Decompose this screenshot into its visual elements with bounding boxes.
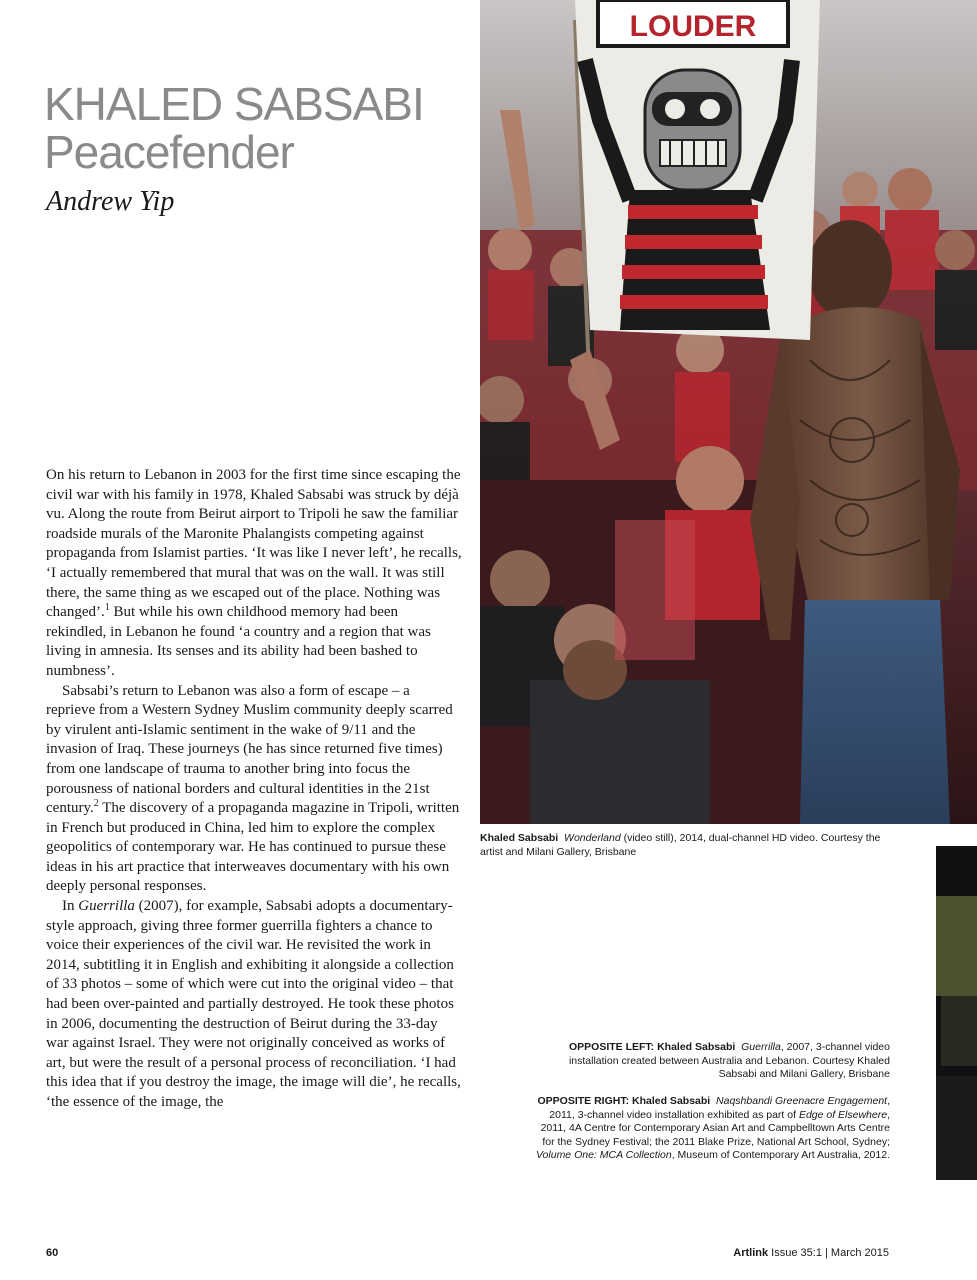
paragraph-2 <box>46 682 462 898</box>
paragraph-1 <box>46 466 462 682</box>
title-subtitle: Peacefender <box>44 126 294 178</box>
credit-right-details-2: , 2011, 4A Centre for Contemporary Asian Art and Campbelltown Arts Centre for the Sydney Festival; the 2011 Blake Prize, National Art School, Sydney; <box>540 1108 890 1148</box>
paragraph-2-continued: The discovery of a propaganda magazine in Tripoli, written in French but produced in China, led him to explore the complex geopolitics of contemporary war. He has continued to pursue these ideas in his art practice that interweaves documentary with his own deeply personal responses. <box>46 800 460 895</box>
credit-right-details-3: , Museum of Contemporary Art Australia, 2012. <box>671 1149 890 1161</box>
crowd-photo-illustration <box>480 0 977 824</box>
footnote-1: 1 <box>104 602 110 614</box>
credit-left-label: OPPOSITE LEFT: Khaled Sabsabi <box>569 1041 736 1053</box>
paragraph-1-text: On his return to Lebanon in 2003 for the first time since escaping the civil war with his family in 1978, Khaled Sabsabi was struck by déjà vu. Along the route from Beirut airport to Tripoli he saw the familiar roadside murals of the Maronite Phalangists competing against propaganda from Islamist parties. ‘It was like I never left’, he recalls, ‘I actually remembered that mural that was on the wall. It was still there, the same thing as we escaped out of the place. Nothing was changed’. <box>46 467 462 621</box>
credit-right-event-1: Edge of Elsewhere <box>798 1108 888 1121</box>
banner-text: LOUDER <box>629 10 757 43</box>
paragraph-3 <box>46 897 462 1113</box>
running-footer <box>733 1247 889 1259</box>
issue-info: Issue 35:1 | March 2015 <box>768 1247 889 1259</box>
photo-caption <box>480 832 900 859</box>
credit-right-work: Naqshbandi Greenacre Engagement <box>716 1095 888 1107</box>
credit-opposite-left <box>530 1041 890 1082</box>
caption-artist: Khaled Sabsabi <box>480 832 559 844</box>
author-byline: Andrew Yip <box>46 186 175 217</box>
article-title <box>44 80 464 176</box>
paragraph-3-text: (2007), for example, Sabsabi adopts a documentary-style approach, giving three former guerrilla fighters a chance to voice their experiences of the civil war. He revisited the work in 2014, subtitling it in English and exhibiting it alongside a collection of 33 photos – some of which were cut into the original video – that had been over-painted and partially destroyed. He took these photos in 2006, documenting the destruction of Beirut during the 33-day war against Israel. They were not originally conceived as works of art, but were the result of a personal process of reconciliation. ‘I had this idea that if you destroy the image, the image will die’, he recalls, ‘the essence of the image, the <box>46 898 461 1110</box>
paragraph-2-text: Sabsabi’s return to Lebanon was also a form of escape – a reprieve from a Western Sydney Muslim community deeply scarred by virulent anti-Islamic sentiment in the wake of 9/11 and the invasion of Iraq. These journeys (he has since returned five times) from one landscape of trauma to another bring into focus the porousness of national borders and cultural identities in the 21st century. <box>46 682 453 817</box>
paragraph-3-lead: In <box>62 898 79 915</box>
title-artist-name: KHALED SABSABI <box>44 78 424 130</box>
work-title-guerrilla: Guerrilla <box>78 898 135 915</box>
credit-right-details-1: , 2011, 3-channel video installation exhibited as part of <box>549 1095 890 1121</box>
wonderland-video-still <box>480 0 977 824</box>
credit-left-work: Guerrilla <box>741 1041 781 1053</box>
credit-opposite-right <box>530 1095 890 1163</box>
magazine-name: Artlink <box>733 1247 769 1259</box>
credit-left-details: , 2007, 3-channel video installation created between Australia and Lebanon. Courtesy Khaled Sabsabi and Milani Gallery, Brisbane <box>568 1041 890 1080</box>
opposite-page-edge <box>936 846 977 1180</box>
article-body <box>46 466 462 1113</box>
caption-work: Wonderland <box>564 832 621 844</box>
caption-details: (video still), 2014, dual-channel HD video. Courtesy the artist and Milani Gallery, Brisbane <box>480 832 881 858</box>
opposite-page-image-edge <box>936 846 977 1180</box>
paragraph-1-continued: But while his own childhood memory had been rekindled, in Lebanon he found ‘a country and a region that was living in amnesia. Its senses and its ability had been bashed to numbness’. <box>46 604 431 679</box>
footnote-2: 2 <box>93 798 99 810</box>
credit-right-event-2: Volume One: MCA Collection <box>535 1149 672 1161</box>
credit-right-label: OPPOSITE RIGHT: Khaled Sabsabi <box>537 1095 711 1107</box>
page-number: 60 <box>46 1247 59 1259</box>
